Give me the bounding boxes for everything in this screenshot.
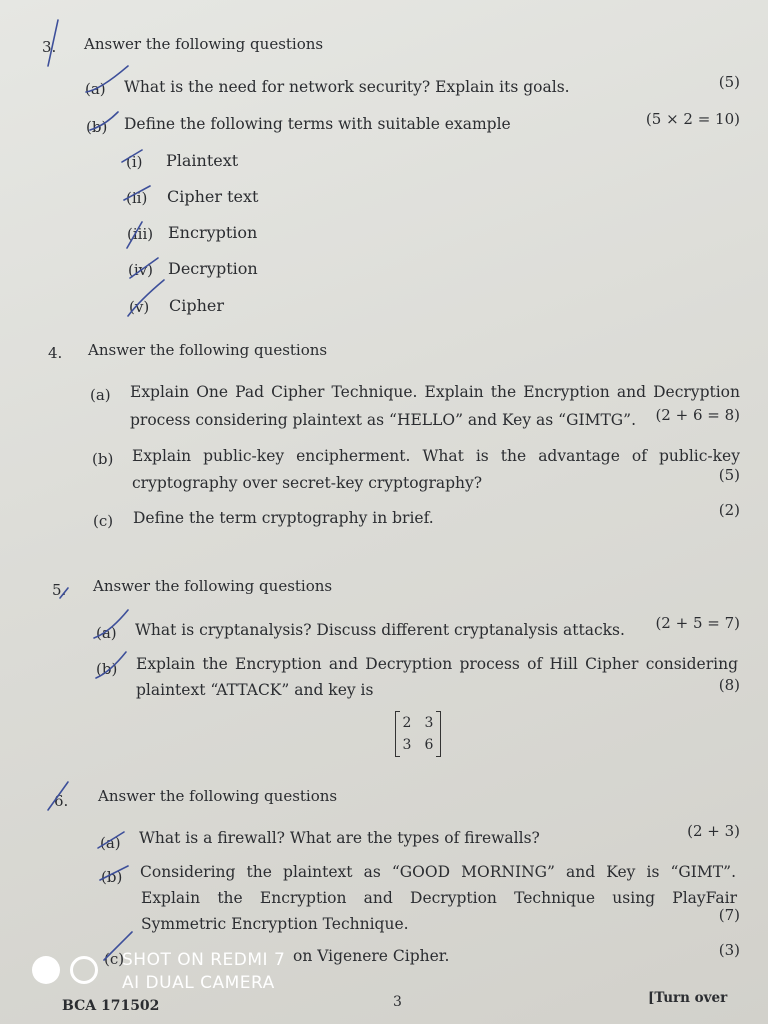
marks: (2) [718, 501, 740, 519]
marks: (8) [718, 676, 740, 694]
watermark-line: SHOT ON REDMI 7 [122, 950, 286, 970]
marks: (5) [718, 73, 740, 91]
list-item-label: (ii) [126, 189, 148, 207]
question-number: 3. [42, 38, 57, 56]
subquestion-label: (b) [96, 660, 118, 678]
question-heading: Answer the following questions [93, 577, 333, 595]
pen-tick-q3 [48, 20, 58, 66]
pen-tick-q3b [90, 112, 118, 130]
marks: (2 + 3) [687, 822, 740, 840]
list-item-label: (v) [129, 298, 150, 316]
question-number: 5. [52, 581, 67, 599]
question-number: 4. [48, 344, 63, 362]
list-item-label: (iv) [128, 261, 153, 279]
lens-circle-icon [32, 956, 60, 984]
matrix-cell: 3 [402, 737, 412, 753]
marks: (3) [718, 941, 740, 959]
subquestion-label: (a) [85, 80, 106, 98]
subquestion-text: What is cryptanalysis? Discuss different cryptanalysis attacks. [135, 621, 625, 639]
turn-over-note: [Turn over [648, 990, 728, 1006]
subquestion-line: Explain One Pad Cipher Technique. Explain the Encryption and Decryption [130, 383, 740, 401]
marks: (5) [718, 466, 740, 484]
matrix-cell: 6 [424, 737, 434, 753]
marks: (5 × 2 = 10) [645, 110, 740, 128]
watermark-line: AI DUAL CAMERA [122, 973, 275, 993]
subquestion-text: Define the following terms with suitable example [124, 115, 511, 133]
marks: (7) [718, 906, 740, 924]
lens-ring-icon [70, 956, 98, 984]
list-item-text: Cipher [169, 296, 225, 315]
subquestion-line: plaintext “ATTACK” and key is [136, 681, 374, 699]
list-item-label: (iii) [127, 225, 154, 243]
marks: (2 + 6 = 8) [655, 406, 740, 424]
subquestion-label: (b) [92, 450, 114, 468]
subquestion-text: Define the term cryptography in brief. [133, 509, 434, 527]
subquestion-line: process considering plaintext as “HELLO” and Key as “GIMTG”. [130, 411, 637, 429]
subquestion-label: (c) [104, 950, 125, 968]
question-number: 6. [54, 792, 69, 810]
subquestion-line: Explain the Encryption and Decryption process of Hill Cipher considering [136, 655, 738, 673]
subquestion-line: Considering the plaintext as “GOOD MORNING” and Key is “GIMT”. [140, 863, 736, 881]
list-item-label: (i) [126, 153, 143, 171]
subquestion-label: (a) [90, 386, 111, 404]
subquestion-label: (a) [100, 834, 121, 852]
pen-tick-q3a [86, 66, 128, 92]
question-heading: Answer the following questions [98, 787, 338, 805]
question-heading: Answer the following questions [88, 341, 328, 359]
subquestion-label: (b) [101, 868, 123, 886]
subquestion-line: Explain public-key encipherment. What is the advantage of public-key [132, 447, 740, 465]
matrix-cell: 2 [402, 715, 412, 731]
subquestion-text: What is a firewall? What are the types of firewalls? [139, 829, 540, 847]
subquestion-label: (b) [86, 118, 108, 136]
course-code: BCA 171502 [62, 998, 160, 1014]
subquestion-line: Symmetric Encryption Technique. [141, 915, 409, 933]
subquestion-text: on Vigenere Cipher. [293, 947, 450, 965]
list-item-text: Plaintext [166, 151, 239, 170]
matrix-cell: 3 [424, 715, 434, 731]
subquestion-label: (c) [93, 512, 114, 530]
list-item-text: Encryption [168, 223, 258, 242]
marks: (2 + 5 = 7) [655, 614, 740, 632]
page-number: 3 [393, 994, 402, 1010]
question-heading: Answer the following questions [84, 35, 324, 53]
subquestion-line: cryptography over secret-key cryptography? [132, 474, 483, 492]
list-item-text: Cipher text [167, 187, 259, 206]
subquestion-text: What is the need for network security? Explain its goals. [124, 78, 570, 96]
subquestion-line: Explain the Encryption and Decryption Technique using PlayFair [141, 889, 737, 907]
list-item-text: Decryption [168, 259, 258, 278]
subquestion-label: (a) [96, 624, 117, 642]
